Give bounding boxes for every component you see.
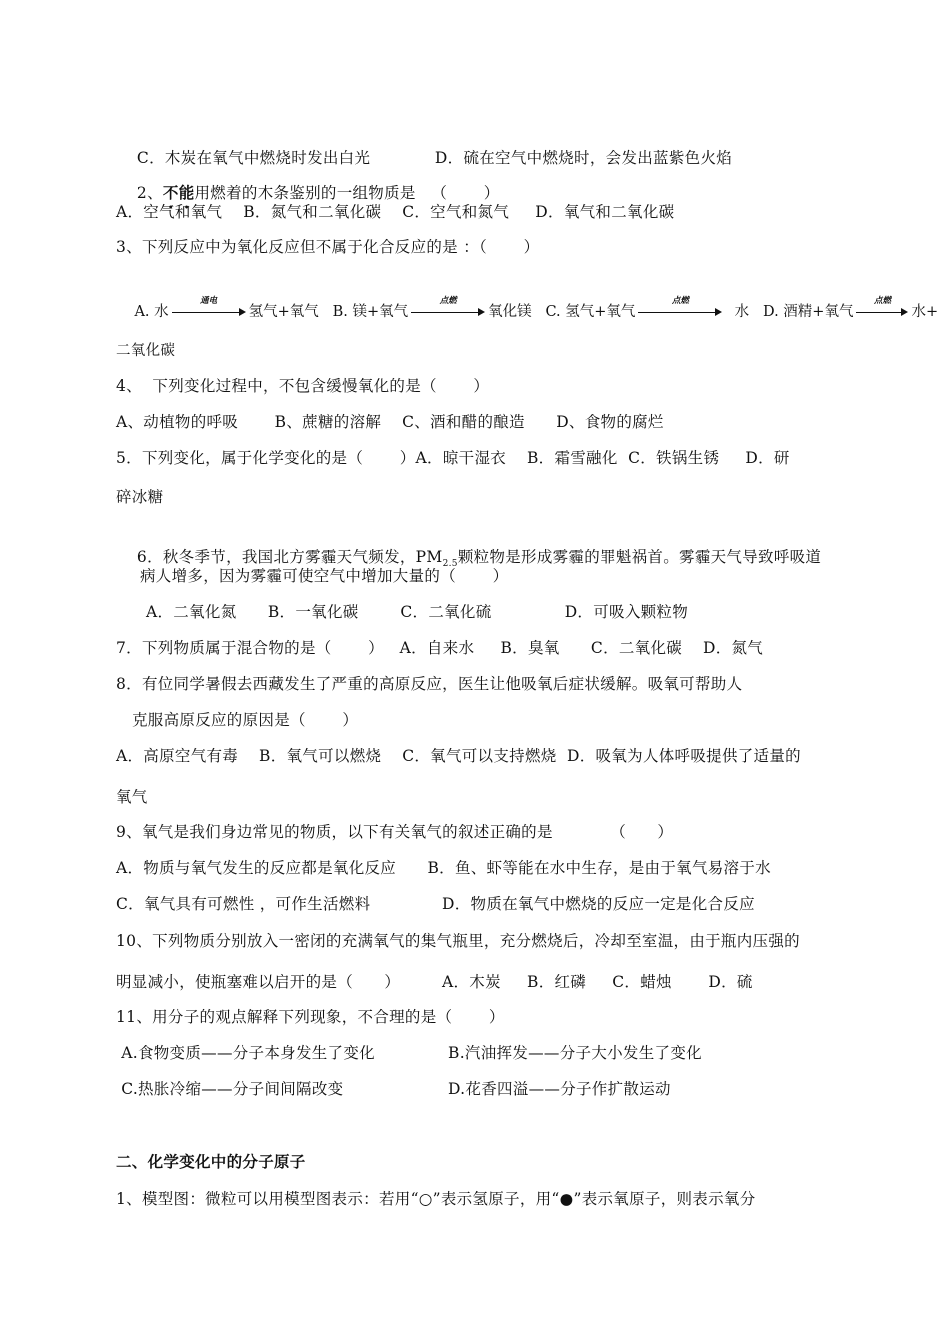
option-text: 水 D. 酒精+氧气 bbox=[725, 304, 854, 320]
question-9: 9、氧气是我们身边常见的物质，以下有关氧气的叙述正确的是 （ ） bbox=[116, 823, 674, 841]
option-d: D．硫在空气中燃烧时，会发出蓝紫色火焰 bbox=[434, 149, 733, 167]
question-6-options: A．二氧化氮 B．一氧化碳 C．二氧化硫 D．可吸入颗粒物 bbox=[146, 603, 689, 621]
question-3-continuation: 二氧化碳 bbox=[116, 343, 176, 359]
question-9-option-d: D．物质在氧气中燃烧的反应一定是化合反应 bbox=[442, 895, 755, 913]
question-5: 5．下列变化，属于化学变化的是（ ）A．晾干湿衣 B．霜雪融化 C．铁锅生锈 D．研 bbox=[116, 449, 790, 467]
question-3-options bbox=[116, 282, 938, 342]
option-text: A. 水 bbox=[134, 304, 169, 320]
question-4: 4、 下列变化过程中，不包含缓慢氧化的是（ ） bbox=[116, 377, 490, 395]
question-11-option-b: B.汽油挥发——分子大小发生了变化 bbox=[448, 1044, 702, 1062]
question-6-continuation: 病人增多，因为雾霾可使空气中增加大量的（ ） bbox=[140, 567, 509, 585]
reaction-condition: 点燃 bbox=[671, 296, 689, 306]
option-text: 氢气+氧气 B. 镁+氧气 bbox=[248, 304, 409, 320]
question-2-options: A．空气和氧气 B．氮气和二氧化碳 C．空气和氮气 D．氧气和二氧化碳 bbox=[116, 203, 675, 221]
question-text: 颗粒物是形成雾霾的罪魁祸首。雾霾天气导致呼吸道 bbox=[457, 548, 822, 566]
option-text: 氧化镁 C. 氢气+氧气 bbox=[488, 304, 636, 320]
reaction-condition: 点燃 bbox=[873, 296, 891, 306]
question-8-continuation: 克服高原反应的原因是（ ） bbox=[132, 711, 359, 729]
reaction-arrow bbox=[172, 296, 246, 319]
reaction-arrow bbox=[411, 296, 485, 319]
question-3: 3、下列反应中为氧化反应但不属于化合反应的是 ：（ ） bbox=[116, 238, 540, 256]
question-8-options: A．高原空气有毒 B．氧气可以燃烧 C．氧气可以支持燃烧 D．吸氧为人体呼吸提供了适量的 bbox=[116, 747, 801, 765]
question-8: 8．有位同学暑假去西藏发生了严重的高原反应，医生让他吸氧后症状缓解。吸氧可帮助人 bbox=[116, 675, 743, 693]
question-4-options: A、动植物的呼吸 B、蔗糖的溶解 C、酒和醋的酿造 D、食物的腐烂 bbox=[116, 413, 664, 431]
question-10: 10、下列物质分别放入一密闭的充满氧气的集气瓶里，充分燃烧后，冷却至室温，由于瓶内压强的 bbox=[116, 932, 800, 950]
option-text: 水+ bbox=[911, 304, 939, 320]
question-number: 2、 bbox=[136, 184, 163, 202]
question-7: 7．下列物质属于混合物的是（ ） A．自来水 B．臭氧 C．二氧化碳 D．氮气 bbox=[116, 639, 764, 657]
reaction-arrow bbox=[856, 296, 908, 319]
section-heading: 二、化学变化中的分子原子 bbox=[116, 1152, 306, 1171]
section-2-question-1: 1、模型图：微粒可以用模型图表示：若用“○”表示氢原子，用“●”表示氧原子，则表示氧分 bbox=[116, 1190, 756, 1208]
question-5-continuation: 碎冰糖 bbox=[116, 488, 164, 506]
option-c: C．木炭在氧气中燃烧时发出白光 bbox=[136, 149, 371, 167]
question-11-option-a: A.食物变质——分子本身发生了变化 bbox=[116, 1044, 375, 1062]
question-10-continuation: 明显减小，使瓶塞难以启开的是（ ） A．木炭 B．红磷 C．蜡烛 D．硫 bbox=[116, 973, 753, 991]
question-11: 11、用分子的观点解释下列现象，不合理的是（ ） bbox=[116, 1008, 505, 1026]
reaction-condition: 点燃 bbox=[439, 296, 457, 306]
question-11-option-d: D.花香四溢——分子作扩散运动 bbox=[448, 1080, 671, 1098]
question-text: 用燃着的木条鉴别的一组物质是 （ ） bbox=[194, 184, 500, 202]
subscript: 2.5 bbox=[442, 559, 458, 570]
question-9-option-c: C．氧气具有可燃性 ，可作生活燃料 bbox=[116, 895, 371, 913]
question-text: 6．秋冬季节，我国北方雾霾天气频发，PM bbox=[136, 548, 443, 566]
question-8-options-continuation: 氧气 bbox=[116, 788, 148, 806]
question-11-option-c: C.热胀冷缩——分子间间隔改变 bbox=[116, 1080, 344, 1098]
reaction-condition: 通电 bbox=[200, 296, 218, 306]
reaction-arrow bbox=[638, 296, 722, 319]
emphasized-text: 不能 bbox=[162, 183, 195, 202]
question-9-options-ab: A．物质与氧气发生的反应都是氧化反应 B．鱼、虾等能在水中生存，是由于氧气易溶于水 bbox=[116, 859, 771, 877]
